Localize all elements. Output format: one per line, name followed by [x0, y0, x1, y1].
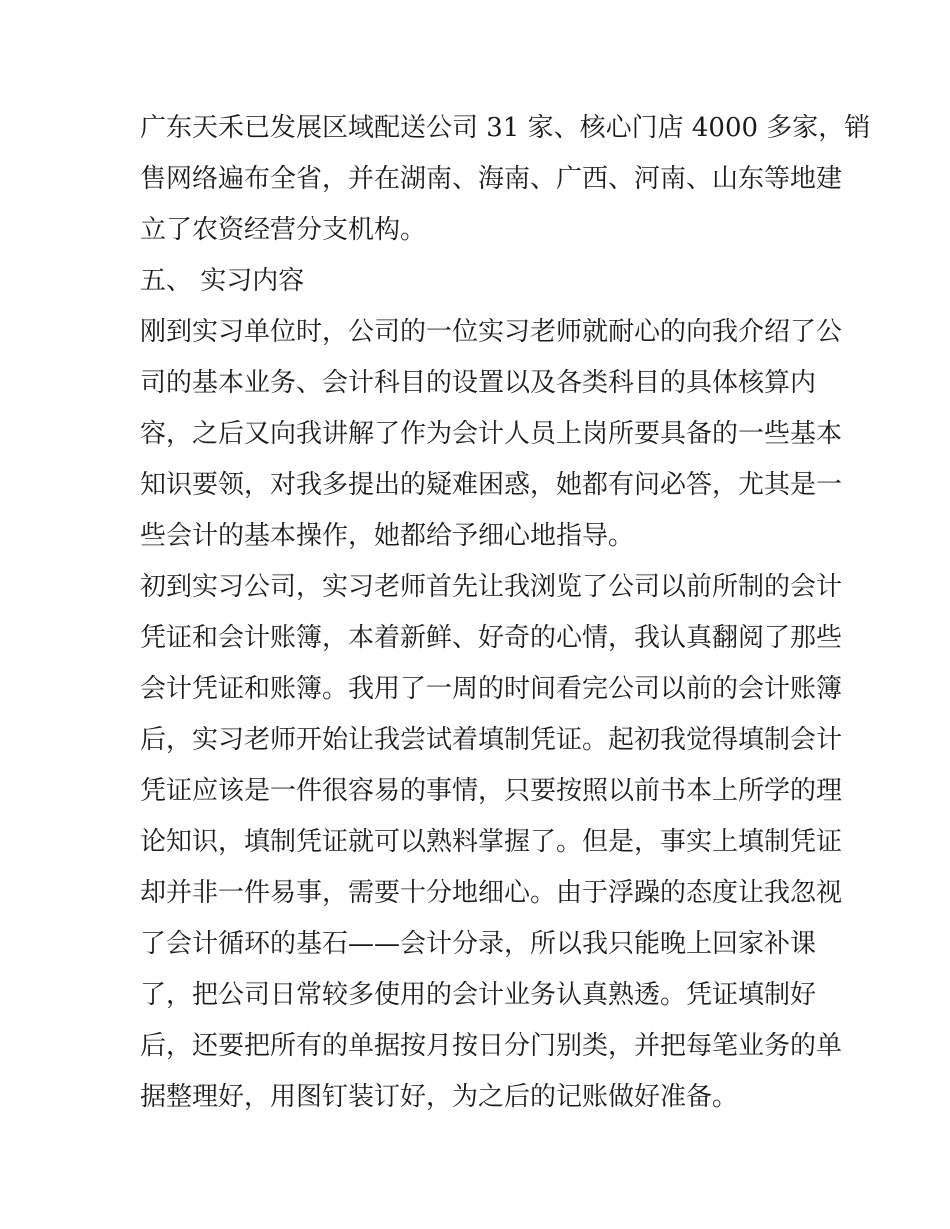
text-line: 初到实习公司，实习老师首先让我浏览了公司以前所制的会计 [140, 572, 843, 602]
text-line: 些会计的基本操作，她都给予细心地指导。 [140, 521, 635, 551]
text-line: 据整理好，用图钉装订好，为之后的记账做好准备。 [140, 1082, 739, 1112]
text-line: 刚到实习单位时，公司的一位实习老师就耐心的向我介绍了公 [140, 317, 843, 347]
document-body [140, 103, 871, 1123]
text-line: 司的基本业务、会计科目的设置以及各类科目的具体核算内 [140, 368, 817, 398]
section-heading: 五、 实习内容 [140, 266, 305, 296]
text-line: 会计凭证和账簿。我用了一周的时间看完公司以前的会计账簿 [140, 674, 843, 704]
text-line: 后，实习老师开始让我尝试着填制凭证。起初我觉得填制会计 [140, 725, 843, 755]
text-line: 后，还要把所有的单据按月按日分门别类，并把每笔业务的单 [140, 1031, 843, 1061]
text-line: 凭证应该是一件很容易的事情，只要按照以前书本上所学的理 [140, 776, 843, 806]
text-line: 立了农资经营分支机构。 [140, 215, 427, 245]
text-line: 却并非一件易事，需要十分地细心。由于浮躁的态度让我忽视 [140, 878, 843, 908]
text-line: 了会计循环的基石——会计分录，所以我只能晚上回家补课 [140, 929, 817, 959]
text-line: 广东天禾已发展区域配送公司 31 家、核心门店 4000 多家，销 [140, 113, 871, 143]
text-line: 凭证和会计账簿，本着新鲜、好奇的心情，我认真翻阅了那些 [140, 623, 843, 653]
text-line: 知识要领，对我多提出的疑难困惑，她都有问必答，尤其是一 [140, 470, 843, 500]
text-line: 论知识，填制凭证就可以熟料掌握了。但是，事实上填制凭证 [140, 827, 843, 857]
text-line: 容，之后又向我讲解了作为会计人员上岗所要具备的一些基本 [140, 419, 843, 449]
text-line: 了，把公司日常较多使用的会计业务认真熟透。凭证填制好 [140, 980, 817, 1010]
text-line: 售网络遍布全省，并在湖南、海南、广西、河南、山东等地建 [140, 164, 843, 194]
